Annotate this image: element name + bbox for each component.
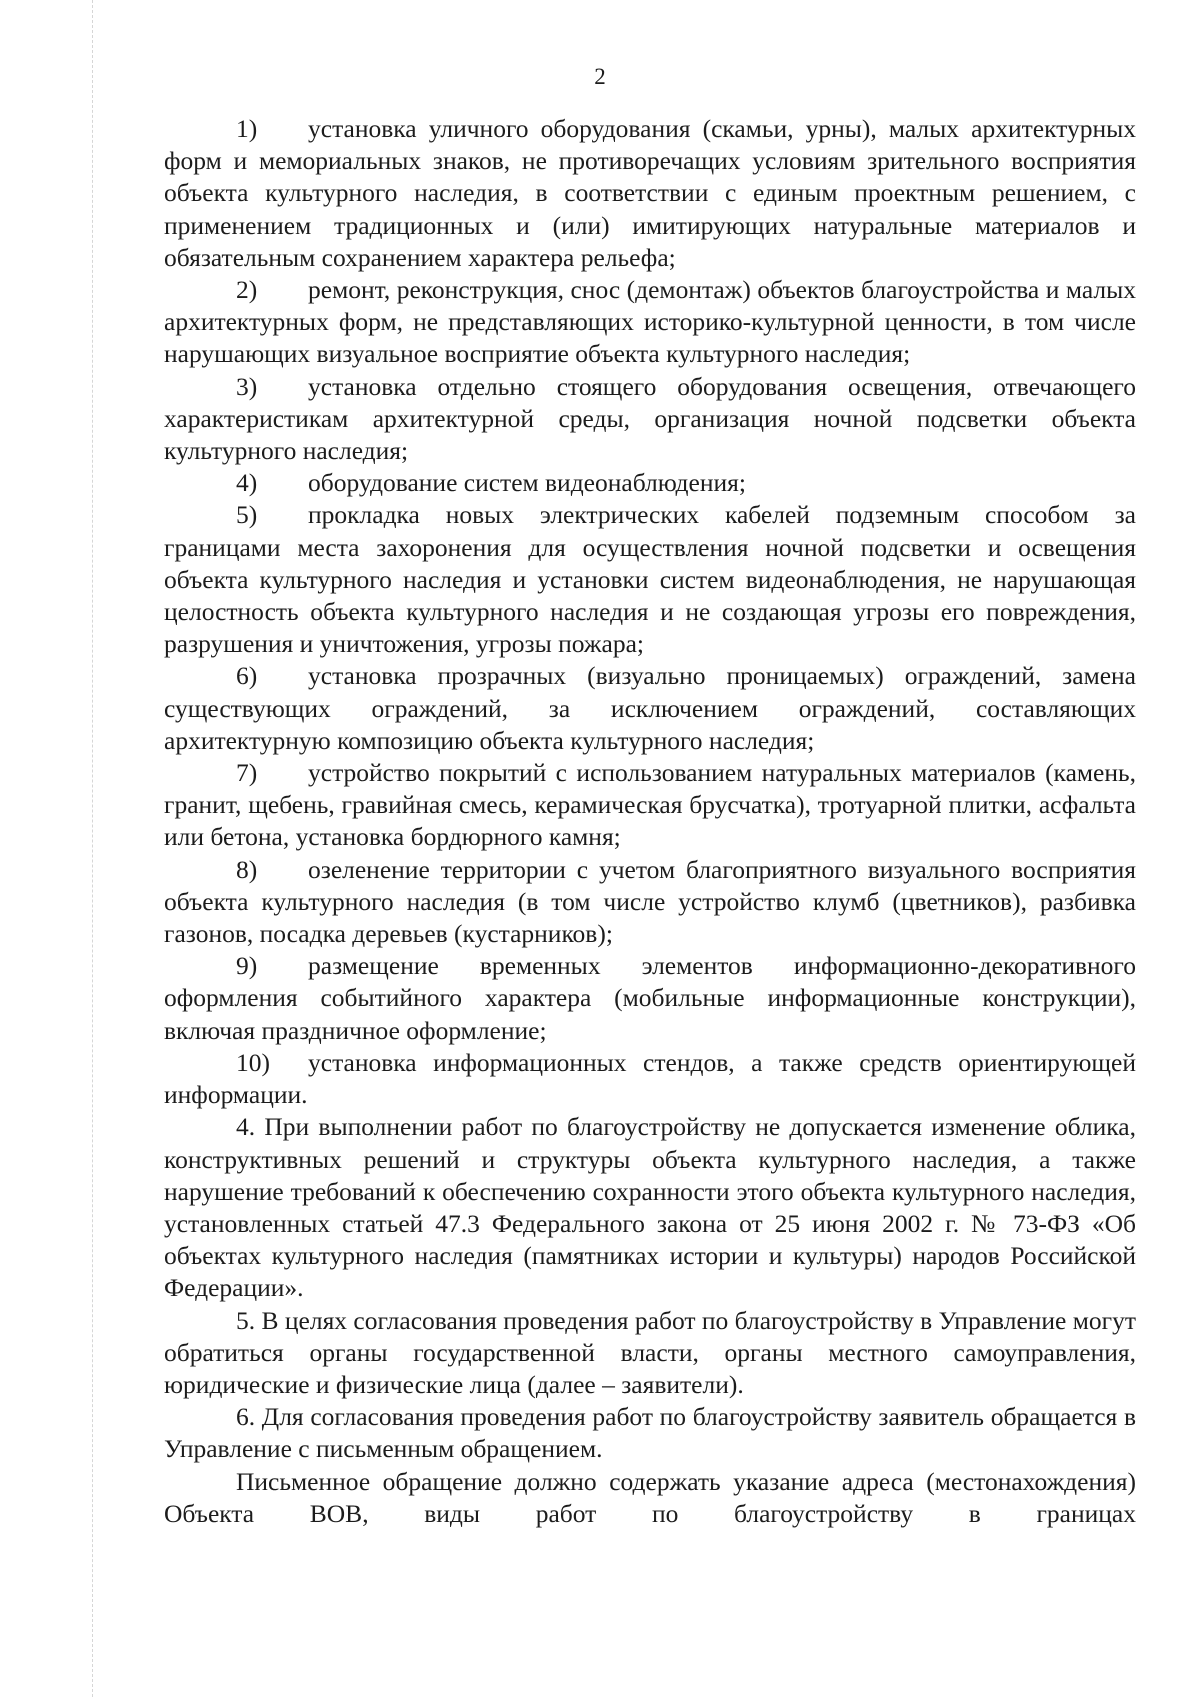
list-item-text: размещение временных элементов информационно-декоративного оформления событийного характера (мобильные информационные конструкции), включая праздничное оформление; bbox=[164, 951, 1136, 1045]
list-item-number: 9) bbox=[236, 951, 258, 981]
paragraph: Письменное обращение должно содержать указание адреса (местонахождения) Объекта ВОВ, виды работ по благоустройству в границах bbox=[164, 1466, 1136, 1528]
paragraph: 5. В целях согласования проведения работ по благоустройству в Управление могут обратиться органы государственной власти, органы местного самоуправления, юридические и физические лица (далее – заявители). bbox=[164, 1305, 1136, 1399]
list-item-text: установка информационных стендов, а также средств ориентирующей информации. bbox=[164, 1047, 1136, 1110]
list-item bbox=[164, 950, 1136, 1047]
list-item-text: установка отдельно стоящего оборудования освещения, отвечающего характеристикам архитектурной среды, организация ночной подсветки объекта культурного наследия; bbox=[164, 371, 1136, 466]
list-item-number: 8) bbox=[236, 854, 258, 884]
list-item-text: установка уличного оборудования (скамьи, урны), малых архитектурных форм и мемориальных знаков, не противоречащих условиям зрительного восприятия объекта культурного наследия, в соответствии с единым проектным решением, с применением традиционных и (или) имитирующих натуральные материалов и обязательным сохранением характера рельефа; bbox=[164, 114, 1136, 272]
list-item bbox=[164, 467, 1136, 499]
scan-edge-line bbox=[92, 0, 93, 1697]
list-item bbox=[164, 499, 1136, 660]
document-body bbox=[164, 113, 1136, 1530]
list-item-number: 10) bbox=[236, 1047, 270, 1077]
list-item bbox=[164, 371, 1136, 468]
page-number: 2 bbox=[594, 64, 606, 89]
list-item-number: 7) bbox=[236, 758, 258, 788]
list-item-text: устройство покрытий с использованием натуральных материалов (камень, гранит, щебень, гравийная смесь, керамическая брусчатка), тротуарной плитки, асфальта или бетона, установка бордюрного камня; bbox=[164, 758, 1136, 852]
list-item bbox=[164, 113, 1136, 274]
list-item-number: 2) bbox=[236, 275, 258, 305]
paragraph: 4. При выполнении работ по благоустройству не допускается изменение облика, конструктивных решений и структуры объекта культурного наследия, а также нарушение требований к обеспечению сохранности этого объекта культурного наследия, установленных статьей 47.3 Федерального закона от 25 июня 2002 г. № 73-ФЗ «Об объектах культурного наследия (памятниках истории и культуры) народов Российской Федерации». bbox=[164, 1112, 1136, 1303]
list-item-number: 1) bbox=[236, 114, 258, 143]
list-item bbox=[164, 274, 1136, 371]
list-item-number: 6) bbox=[236, 661, 258, 691]
list-item-text: озеленение территории с учетом благоприятного визуального восприятия объекта культурного наследия (в том числе устройство клумб (цветников), разбивка газонов, посадка деревьев (кустарников); bbox=[164, 854, 1136, 949]
list-item bbox=[164, 854, 1136, 951]
list-item-number: 3) bbox=[236, 371, 258, 401]
list-item-text: оборудование систем видеонаблюдения; bbox=[308, 468, 746, 498]
list-item-number: 5) bbox=[236, 500, 258, 530]
paragraph: 6. Для согласования проведения работ по благоустройству заявитель обращается в Управление с письменным обращением. bbox=[164, 1402, 1136, 1464]
list-item bbox=[164, 1047, 1136, 1111]
list-item bbox=[164, 660, 1136, 757]
list-item-text: установка прозрачных (визуально проницаемых) ограждений, замена существующих ограждений, за исключением ограждений, составляющих архитектурную композицию объекта культурного наследия; bbox=[164, 661, 1136, 755]
list-item-number: 4) bbox=[236, 468, 258, 498]
list-item-text: прокладка новых электрических кабелей подземным способом за границами места захоронения для осуществления ночной подсветки и освещения объекта культурного наследия и установки систем видеонаблюдения, не нарушающая целостность объекта культурного наследия и не создающая угрозы его повреждения, разрушения и уничтожения, угрозы пожара; bbox=[164, 500, 1136, 659]
list-item bbox=[164, 757, 1136, 854]
list-item-text: ремонт, реконструкция, снос (демонтаж) объектов благоустройства и малых архитектурных форм, не представляющих историко-культурной ценности, в том числе нарушающих визуальное восприятие объекта культурного наследия; bbox=[164, 275, 1136, 369]
